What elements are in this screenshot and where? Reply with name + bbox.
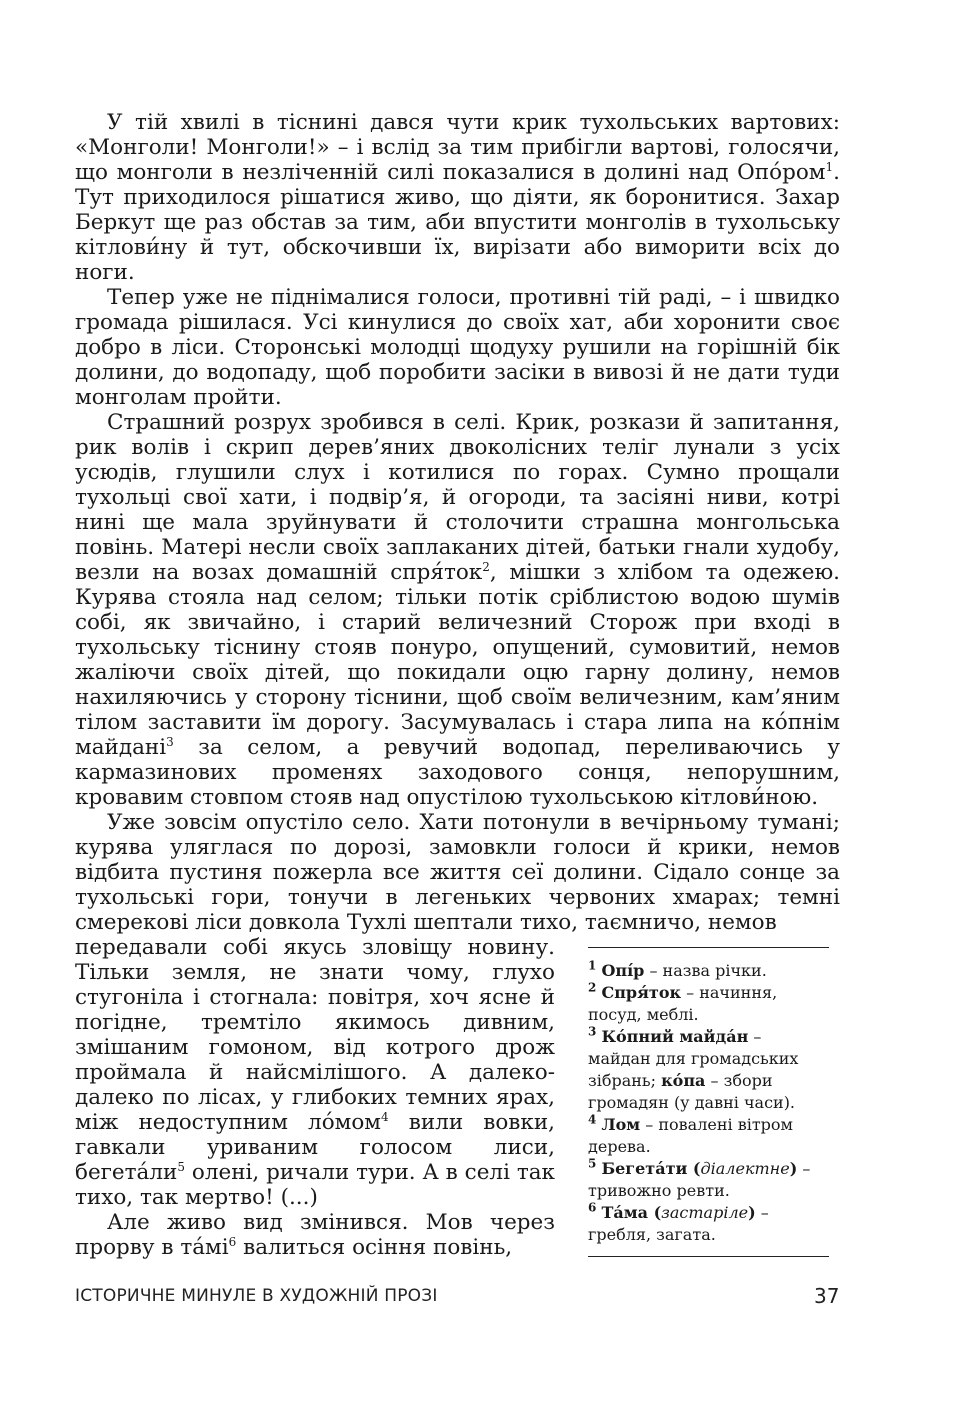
footnote-3: $^3$ Ко́пний майда́н – майдан для громадських зібрань; ко́па – збори громадян (у давні часи). [588,1024,799,1112]
footnote-2: $^2$ Спря́ток – начиння, посуд, меблі. [588,980,778,1024]
footnote-ref-6: 6 [228,1234,237,1249]
running-footer-title: ІСТОРИЧНЕ МИНУЛЕ В ХУДОЖНІЙ ПРОЗІ [75,1286,438,1306]
paragraph-4: Уже зовсім опустіло село. Хати потонули в вечірньому тумані; курява уляглася по дорозі, замовкли голоси й крики, немов відбита пустиня пожерла все життя сеї долини. Сідало сонце за тухольські гори, тонучи в легеньких червоних хмарах; темні смерекові ліси довкола Тухлі шептали тихо, таємничо, немов [75,810,840,935]
footnote-ref-5: 5 [177,1159,185,1174]
footnote-4: $^4$ Лом – повалені вітром дерева. [588,1112,793,1156]
footnote-5: $^5$ Бегета́ти (діалектне) – тривожно ревти. [588,1156,811,1200]
narrow-text-block [75,935,555,1260]
footnotes-box [588,947,829,1257]
footnote-ref-2: 2 [482,559,490,574]
page-number: 37 [814,1284,840,1308]
paragraph-2: Тепер уже не піднімалися голоси, противні тій раді, – і швидко громада рішилася. Усі кинулися до своїх хат, аби хоронити своє добро в ліси. Сторонські молодці щодуху рушили на горішній бік долини, до водопаду, щоб поробити засіки в вивозі й не дати туди монголам пройти. [75,285,840,410]
main-text-block [75,110,840,935]
footnote-1: $^1$ Опі́р – назва річки. [588,958,767,980]
paragraph-3: Страшний розрух зробився в селі. Крик, розкази й запитання, рик волів і скрип дерев’яних двоколісних теліг лунали з усіх усюдів, глушили слух і котилися по горах. Сумно прощали тухольці свої хати, і подвір’я, й огороди, та засіяні ниви, котрі нині ще мала зруйнувати й столочити страшна монгольська повінь. Матері несли своїх заплаканих дітей, батьки гнали худобу, везли на возах домашній спря́ток$^2$, мішки з хлібом та одежею. Курява стояла над селом; тільки потік сріблистою водою шумів собі, як звичайно, і старий величезний Сторож при вході в тухольську тіснину стояв понуро, опущений, сумовитий, немов жаліючи своїх дітей, що покидали оцю гарну долину, немов нахиляючись у сторону тіснини, щоб своїм величезним, кам’яним тілом заставити їм дорогу. Засумувалась і стара липа на ко́пнім майдані$^3$ за селом, а ревучий водопад, переливаючись у кармазинових променях заходового сонця, непорушним, кровавим стовпом стояв над опустілою тухольською кітлови́ною. [75,410,841,810]
footnote-ref-1: 1 [825,159,834,174]
paragraph-1: У тій хвилі в тіснині дався чути крик тухольських вартових: «Монголи! Монголи!» – і вслід за тим прибігли вартові, голосячи, що монголи в незліченній силі показалися в долині над Опо́ром$^1$. Тут приходилося рішатися живо, що діяти, як боронитися. Захар Беркут ще раз обстав за тим, аби впустити монголів в тухольську кітлови́ну й тут, обскочивши їх, вирізати або виморити всіх до ноги. [75,110,840,285]
footnote-6: $^6$ Та́ма (застаріле) – гребля, загата. [588,1200,769,1244]
footnote-ref-4: 4 [381,1109,389,1124]
paragraph-5: Але живо вид змінився. Мов через прорву в $та́мі^6$ валиться осіння повінь, [75,1210,555,1260]
footnote-ref-3: 3 [166,734,174,749]
paragraph-4-continued: передавали собі якусь зловіщу новину. Тільки земля, не знати чому, глухо стугоніла і стогнала: повітря, хоч ясне й погідне, тремтіло якимось дивним, змішаним гомоном, від котрого дрож проймала й найсмілішого. А далеко-далеко по лісах, у глибоких темних ярах, між недоступним ло́мом$^4$ вили вовки, гавкали уриваним голосом лиси, $бегета́ли^5$ олені, ричали тури. А в селі так тихо, так мертво! (...) [75,935,555,1210]
